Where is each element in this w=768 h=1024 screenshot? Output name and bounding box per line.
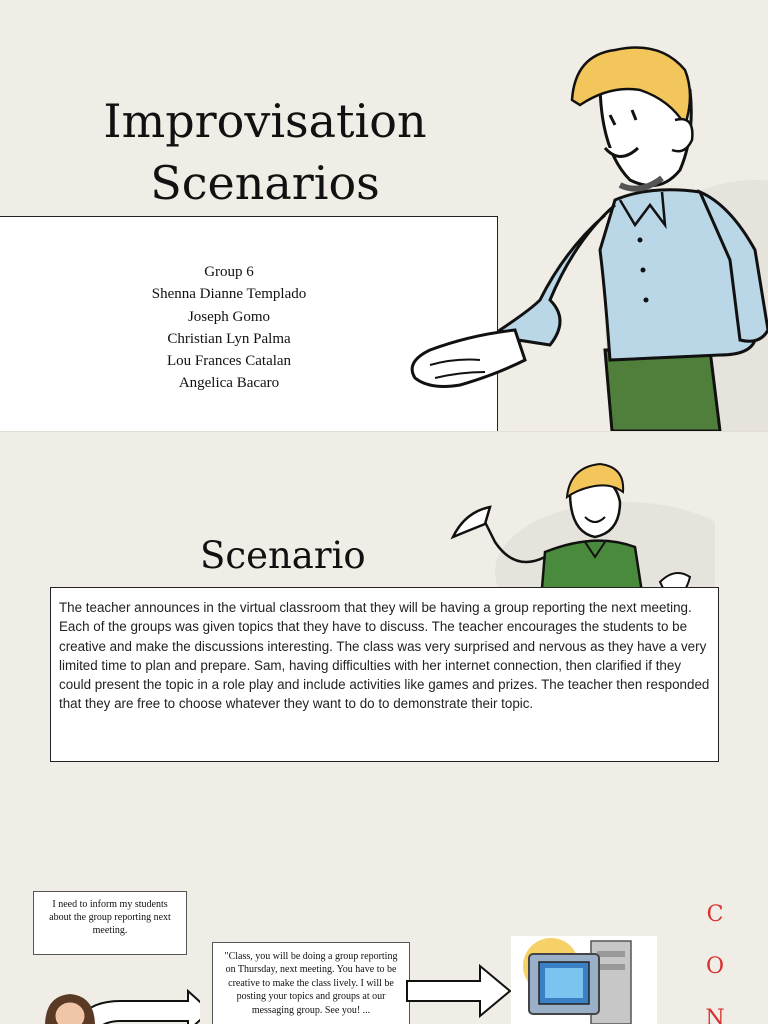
storyboard-slide xyxy=(0,786,768,1024)
member-name: Joseph Gomo xyxy=(187,308,271,325)
title-line-1: Improvisation xyxy=(103,94,427,148)
member-name: Angelica Bacaro xyxy=(178,375,280,392)
letter: N xyxy=(705,1006,725,1024)
scenario-description-box xyxy=(50,587,719,762)
vertical-heading-letters xyxy=(700,902,730,1024)
scenario-title: Scenario xyxy=(200,534,366,577)
scenario-description: The teacher announces in the virtual classroom that they will be having a group reporting the next meeting. Each of the groups was given topics that they have to discuss. The teacher encourages the students to be creative and make the discussions interesting. The class was very surprised and nervous as they have a very limited time to plan and prepare. Sam, having difficulties with her internet connection, then clarified if they could present the topic in a role play and include activities like games and prizes. The teacher then responded that they are free to choose whatever they want to do to demonstrate their topic. xyxy=(59,600,710,712)
title-line-2: Scenarios xyxy=(150,156,380,210)
member-name: Shenna Dianne Templado xyxy=(151,286,307,303)
letter: C xyxy=(706,902,724,927)
group-label: Group 6 xyxy=(204,264,254,280)
desktop-computer-icon xyxy=(511,936,657,1024)
title-slide xyxy=(0,0,768,431)
teacher-avatar-icon xyxy=(40,986,100,1024)
member-name: Lou Frances Catalan xyxy=(166,353,292,370)
right-arrow-icon xyxy=(405,961,515,1021)
thought-bubble-note: I need to inform my students about the group reporting next meeting. xyxy=(33,891,187,955)
scenario-slide xyxy=(0,431,768,787)
presenter-illustration xyxy=(400,0,768,431)
member-name: Christian Lyn Palma xyxy=(167,330,291,347)
group-members-list xyxy=(0,261,459,395)
teacher-speech-bubble: "Class, you will be doing a group reporting on Thursday, next meeting. You have to be creative to make the class lively. I will be posting your topics and groups at our messaging group. See you! ... xyxy=(212,942,410,1024)
letter: O xyxy=(705,954,725,979)
